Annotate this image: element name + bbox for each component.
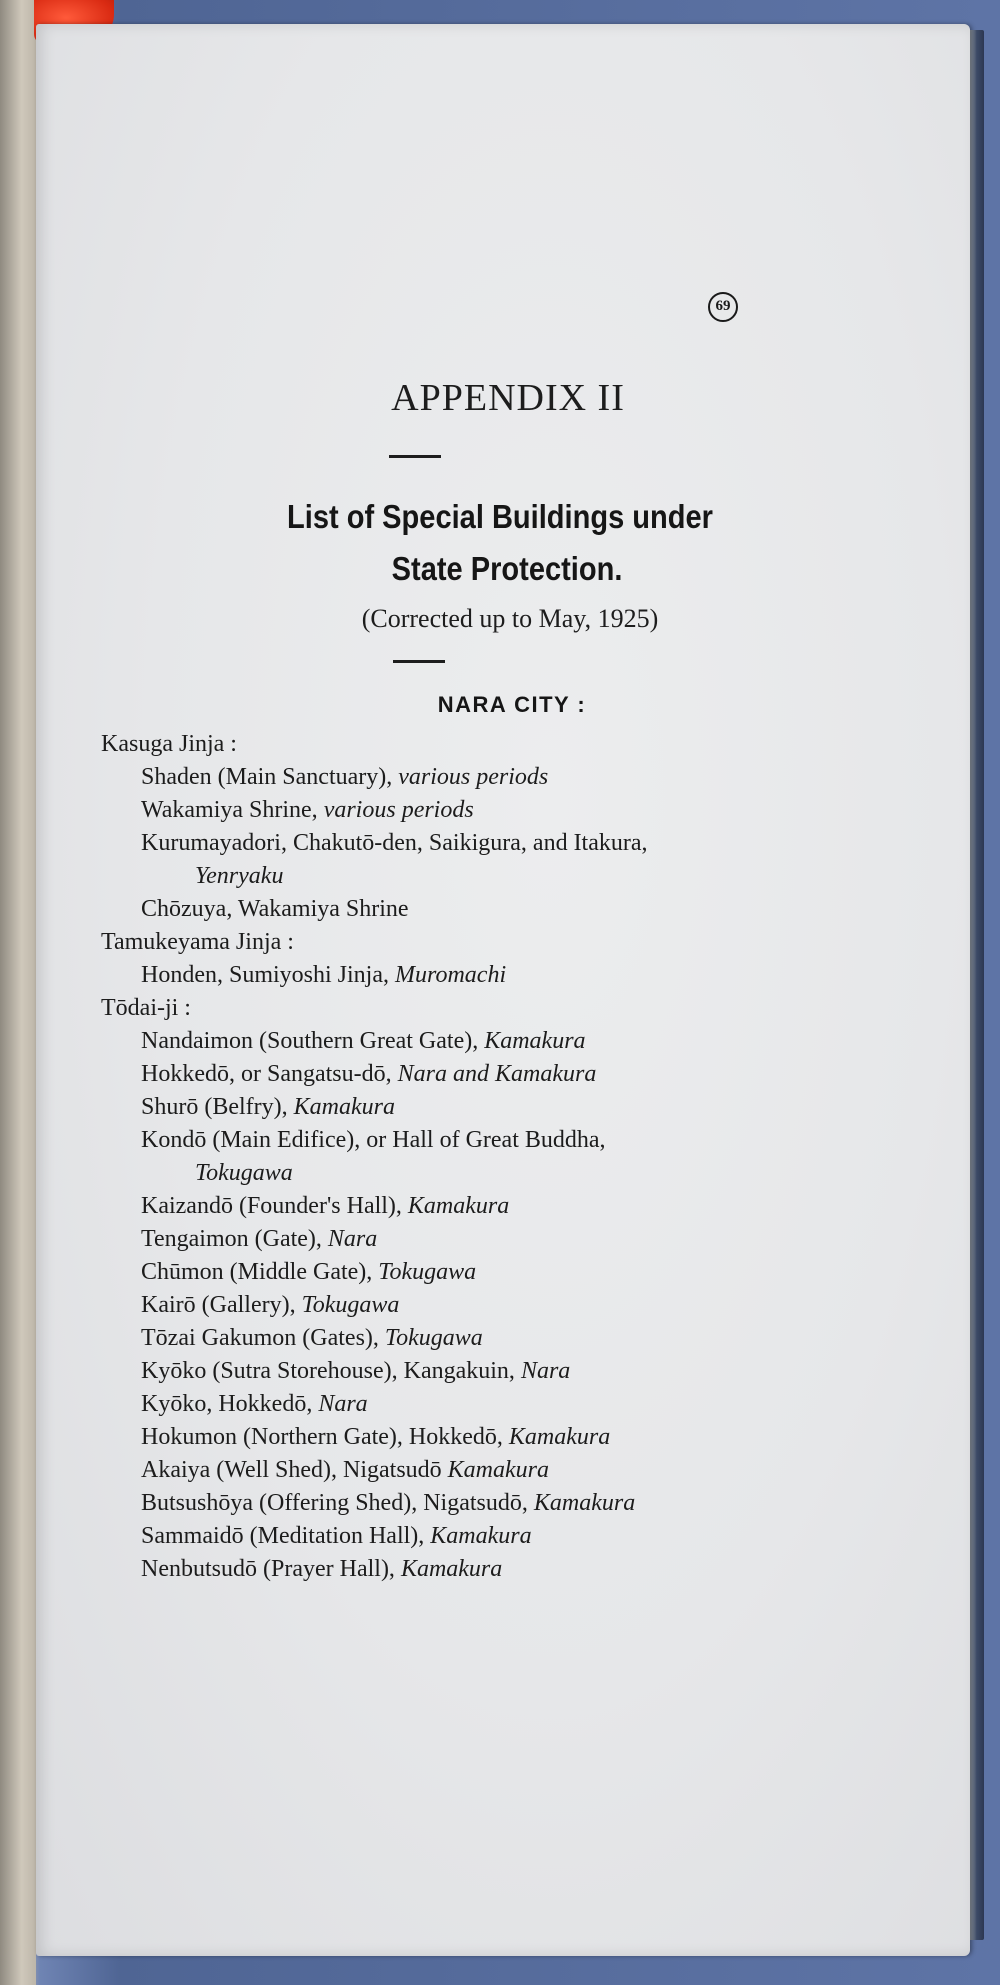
list-item	[141, 1421, 610, 1453]
list-item-period: Nara	[327, 1226, 378, 1252]
list-item	[141, 1058, 596, 1090]
list-item	[141, 761, 548, 793]
bottom-divider-rule	[393, 660, 445, 663]
list-item-period: Kamakura	[430, 1523, 532, 1549]
list-item-text: Kaizandō (Founder's Hall),	[141, 1193, 408, 1219]
top-divider-rule	[389, 455, 441, 458]
list-item-text: Tamukeyama Jinja :	[101, 929, 294, 955]
book-cover-edge	[0, 0, 36, 1985]
list-item-text: Chūmon (Middle Gate),	[141, 1259, 379, 1285]
list-item-period: Muromachi	[395, 962, 507, 988]
list-item	[141, 1553, 502, 1585]
list-item-period: Kamakura	[508, 1424, 611, 1450]
list-item	[101, 992, 191, 1024]
list-item-text: Kairō (Gallery),	[141, 1292, 302, 1318]
list-item	[101, 728, 237, 760]
list-item-text: Kyōko (Sutra Storehouse), Kangakuin,	[141, 1358, 521, 1384]
list-item-period: Nara	[520, 1358, 571, 1384]
list-item-text: Hokumon (Northern Gate), Hokkedō,	[141, 1424, 509, 1450]
list-item-text: Nandaimon (Southern Great Gate),	[141, 1028, 485, 1054]
list-item	[101, 926, 294, 958]
list-item	[141, 959, 506, 991]
list-item-text: Honden, Sumiyoshi Jinja,	[141, 962, 396, 988]
list-item	[195, 860, 283, 892]
list-item-period: Nara	[318, 1391, 368, 1417]
list-item-period: Kamakura	[533, 1490, 636, 1516]
list-item-period: Kamakura	[293, 1094, 395, 1120]
list-item	[141, 1454, 549, 1486]
title-line-1: List of Special Buildings under	[287, 498, 713, 535]
list-item-text: Tōzai Gakumon (Gates),	[141, 1325, 385, 1351]
list-item-text: Chōzuya, Wakamiya Shrine	[141, 896, 409, 922]
section-heading-nara-city: NARA CITY :	[437, 692, 587, 717]
list-item	[141, 1520, 532, 1552]
page-number: 69	[708, 292, 738, 322]
list-item-text: Hokkedō, or Sangatsu-dō,	[141, 1061, 398, 1087]
list-item	[141, 1289, 399, 1321]
list-item	[141, 1091, 395, 1123]
list-item-period: Tokugawa	[384, 1325, 483, 1351]
list-item-period: various periods	[398, 764, 549, 790]
list-item-text: Tōdai-ji :	[101, 995, 191, 1021]
list-item	[141, 1322, 483, 1354]
list-item	[141, 1124, 606, 1156]
list-item-text: Akaiya (Well Shed), Nigatsudō	[141, 1457, 448, 1483]
list-item-period: Kamakura	[400, 1556, 503, 1582]
list-item	[141, 1355, 570, 1387]
list-item-period: Kamakura	[484, 1028, 586, 1054]
list-item-text: Shurō (Belfry),	[141, 1094, 294, 1120]
list-item	[141, 1025, 586, 1057]
list-item-period: Tokugawa	[195, 1160, 293, 1186]
subtitle: (Corrected up to May, 1925)	[361, 604, 659, 633]
list-item-text: Sammaidō (Meditation Hall),	[141, 1523, 431, 1549]
list-item-period: Tokugawa	[378, 1259, 477, 1285]
list-item	[141, 1256, 476, 1288]
list-item	[141, 1223, 377, 1255]
list-item-period: Yenryaku	[195, 863, 284, 889]
list-item-period: Kamakura	[407, 1193, 510, 1219]
list-item	[141, 827, 648, 859]
list-item-text: Shaden (Main Sanctuary),	[141, 764, 399, 790]
list-item-period: Nara and Kamakura	[397, 1061, 597, 1087]
list-item-period: Kamakura	[447, 1457, 550, 1483]
list-item-text: Nenbutsudō (Prayer Hall),	[141, 1556, 401, 1582]
list-item-text: Kurumayadori, Chakutō-den, Saikigura, and Itakura,	[141, 830, 648, 856]
list-item-text: Kyōko, Hokkedō,	[141, 1391, 319, 1417]
title-line-2: State Protection.	[391, 550, 623, 587]
list-item-text: Wakamiya Shrine,	[141, 797, 324, 823]
list-item-period: various periods	[323, 797, 474, 823]
list-item	[195, 1157, 293, 1189]
appendix-heading: APPENDIX II	[391, 377, 625, 419]
list-item-period: Tokugawa	[301, 1292, 400, 1318]
list-item	[141, 1388, 368, 1420]
list-item-text: Kasuga Jinja :	[101, 731, 237, 757]
list-item	[141, 794, 474, 826]
list-item-text: Butsushōya (Offering Shed), Nigatsudō,	[141, 1490, 534, 1516]
list-item-text: Kondō (Main Edifice), or Hall of Great Buddha,	[141, 1127, 606, 1153]
list-item	[141, 893, 409, 925]
list-item	[141, 1190, 509, 1222]
list-item	[141, 1487, 635, 1519]
list-item-text: Tengaimon (Gate),	[141, 1226, 328, 1252]
